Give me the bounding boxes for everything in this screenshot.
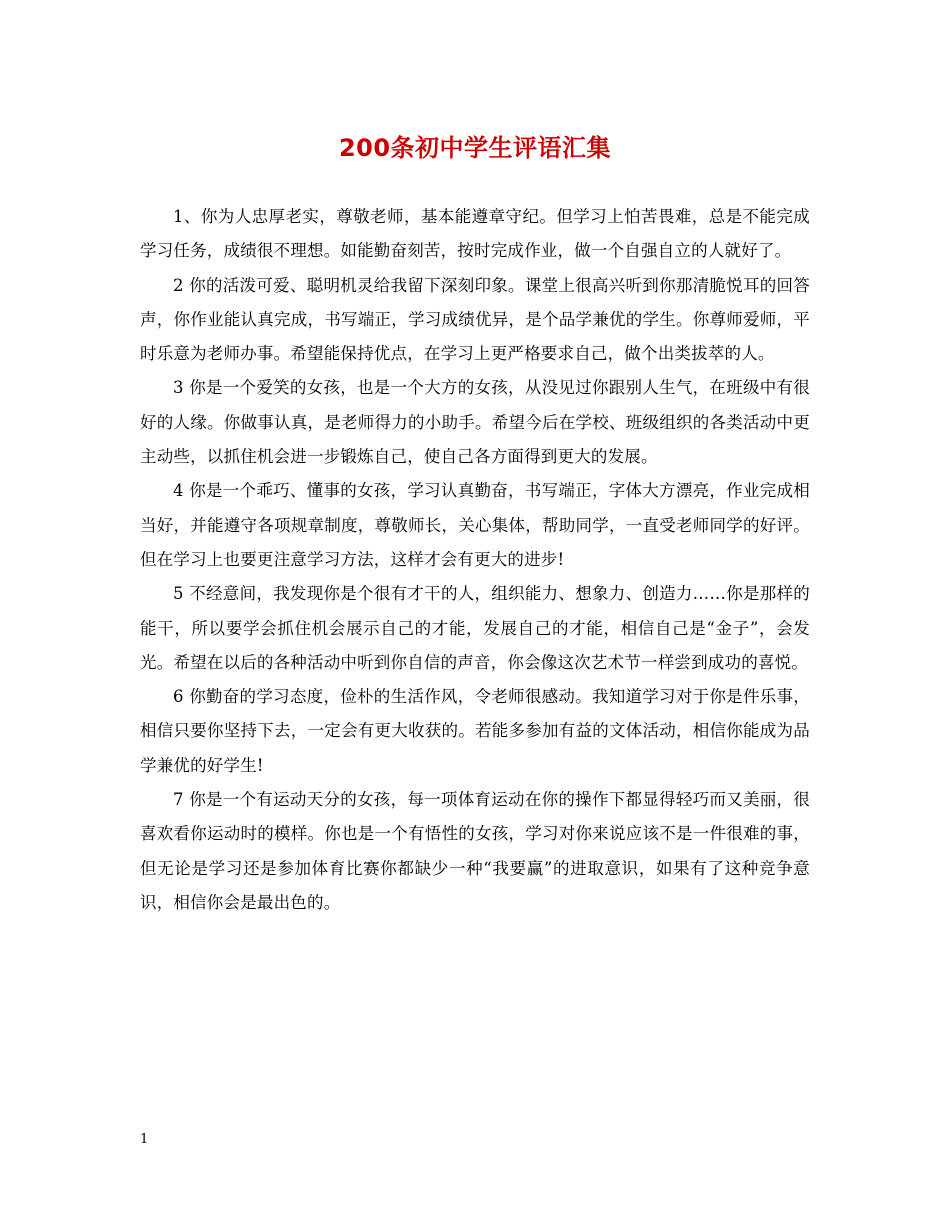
comment-paragraph-6: 6 你勤奋的学习态度，俭朴的生活作风，令老师很感动。我知道学习对于你是件乐事，相信只要你坚持下去，一定会有更大收获的。若能多参加有益的文体活动，相信你能成为品学兼优的好学生! <box>140 687 810 775</box>
document-body <box>140 200 810 920</box>
page-number: 1 <box>140 1132 149 1147</box>
comment-paragraph-7: 7 你是一个有运动天分的女孩，每一项体育运动在你的操作下都显得轻巧而又美丽，很喜欢看你运动时的模样。你也是一个有悟性的女孩，学习对你来说应该不是一件很难的事，但无论是学习还是参加体育比赛你都缺少一种“我要赢”的进取意识，如果有了这种竞争意识，相信你会是最出色的。 <box>140 790 810 912</box>
comment-paragraph-3: 3 你是一个爱笑的女孩，也是一个大方的女孩，从没见过你跟别人生气，在班级中有很好的人缘。你做事认真，是老师得力的小助手。希望今后在学校、班级组织的各类活动中更主动些，以抓住机会进一步锻炼自己，使自己各方面得到更大的发展。 <box>140 378 810 467</box>
comment-paragraph-2: 2 你的活泼可爱、聪明机灵给我留下深刻印象。课堂上很高兴听到你那清脆悦耳的回答声，你作业能认真完成，书写端正，学习成绩优异，是个品学兼优的学生。你尊师爱师，平时乐意为老师办事。希望能保持优点，在学习上更严格要求自己，做个出类拔萃的人。 <box>140 275 810 364</box>
comment-paragraph-5: 5 不经意间，我发现你是个很有才干的人，组织能力、想象力、创造力……你是那样的能干，所以要学会抓住机会展示自己的才能，发展自己的才能，相信自己是“金子”，会发光。希望在以后的各种活动中听到你自信的声音，你会像这次艺术节一样尝到成功的喜悦。 <box>140 584 810 672</box>
document-title: 200条初中学生评语汇集 <box>338 134 612 162</box>
comment-paragraph-4: 4 你是一个乖巧、懂事的女孩，学习认真勤奋，书写端正，字体大方漂亮，作业完成相当好，并能遵守各项规章制度，尊敬师长，关心集体，帮助同学，一直受老师同学的好评。但在学习上也要更注意学习方法，这样才会有更大的进步! <box>140 481 810 569</box>
comment-paragraph-1: 1、你为人忠厚老实，尊敬老师，基本能遵章守纪。但学习上怕苦畏难，总是不能完成学习任务，成绩很不理想。如能勤奋刻苦，按时完成作业，做一个自强自立的人就好了。 <box>140 207 810 261</box>
